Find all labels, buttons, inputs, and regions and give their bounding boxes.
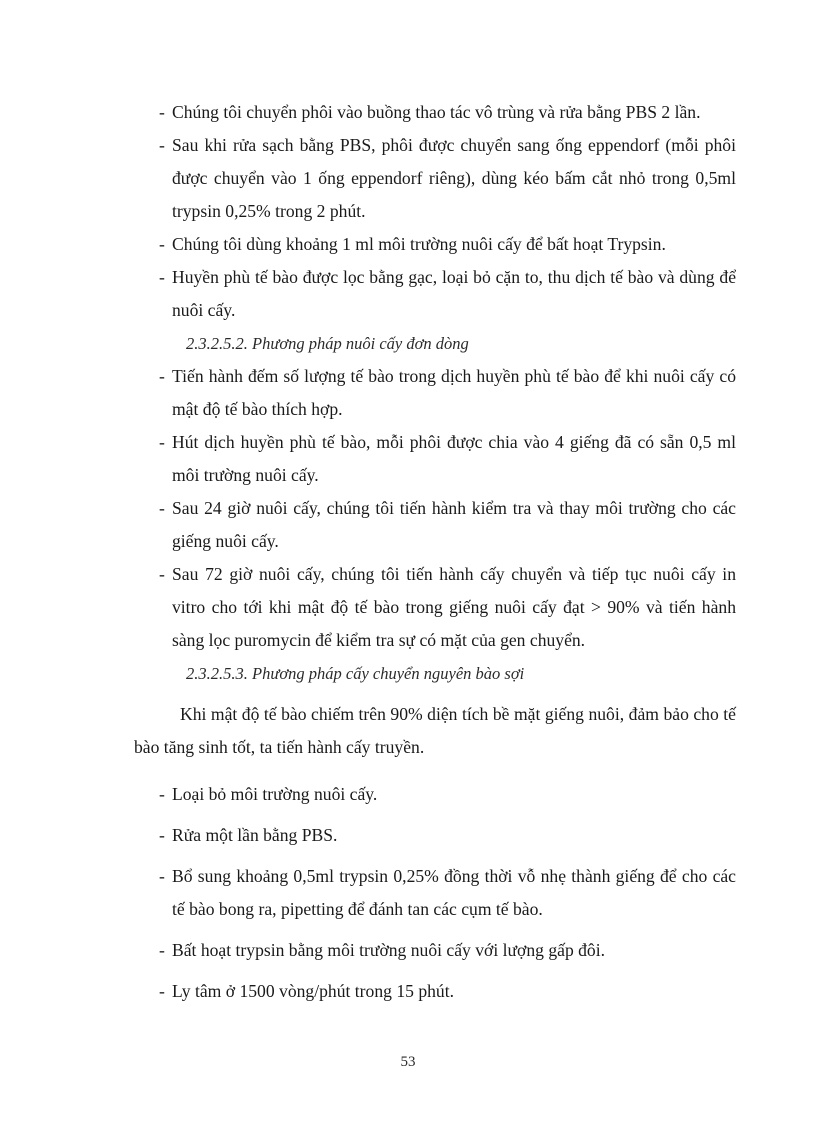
- list-item-text: Loại bỏ môi trường nuôi cấy.: [172, 784, 378, 804]
- page-number: 53: [400, 1054, 416, 1070]
- bullet-marker: -: [159, 866, 165, 886]
- bullet-marker: -: [159, 267, 165, 287]
- bullet-marker: -: [159, 498, 165, 518]
- list-item-text: Sau 72 giờ nuôi cấy, chúng tôi tiến hành cấy chuyển và tiếp tục nuôi cấy in vitro cho tới khi mật độ tế bào trong giếng nuôi cấy đạt > 90% và tiến hành sàng lọc puromycin để kiểm tra sự có mặt của gen chuyển.: [172, 564, 736, 650]
- list-item: [140, 558, 736, 657]
- list-item: [140, 426, 736, 492]
- bullet-marker: -: [159, 102, 165, 122]
- bullet-marker: -: [159, 432, 165, 452]
- bullet-marker: -: [159, 825, 165, 845]
- list-item-text: Rửa một lần bằng PBS.: [172, 825, 338, 845]
- list-item: [140, 778, 736, 811]
- list-item-text: Bất hoạt trypsin bằng môi trường nuôi cấy với lượng gấp đôi.: [172, 940, 606, 960]
- list-item-text: Sau 24 giờ nuôi cấy, chúng tôi tiến hành kiểm tra và thay môi trường cho các giếng nuôi cấy.: [172, 498, 736, 551]
- list-item: [140, 96, 736, 129]
- bullet-marker: -: [159, 234, 165, 254]
- list-item-text: Huyền phù tế bào được lọc bằng gạc, loại bỏ cặn to, thu dịch tế bào và dùng để nuôi cấy.: [172, 267, 736, 320]
- list-item-text: Chúng tôi dùng khoảng 1 ml môi trường nuôi cấy để bất hoạt Trypsin.: [172, 234, 666, 254]
- list-item-text: Chúng tôi chuyển phôi vào buồng thao tác vô trùng và rửa bằng PBS 2 lần.: [172, 102, 701, 122]
- bullet-marker: -: [159, 564, 165, 584]
- list-item-text: Sau khi rửa sạch bằng PBS, phôi được chuyển sang ống eppendorf (mỗi phôi được chuyển vào 1 ống eppendorf riêng), dùng kéo bấm cắt nhỏ trong 0,5ml trypsin 0,25% trong 2 phút.: [172, 135, 736, 221]
- list-item: [140, 492, 736, 558]
- list-item: [140, 360, 736, 426]
- list-item: [140, 860, 736, 926]
- section-heading: 2.3.2.5.3. Phương pháp cấy chuyển nguyên bào sợi: [186, 664, 525, 683]
- list-item: [140, 261, 736, 327]
- page-content: [134, 96, 736, 1008]
- list-item: [140, 975, 736, 1008]
- list-item: [140, 934, 736, 967]
- list-item-text: Hút dịch huyền phù tế bào, mỗi phôi được chia vào 4 giếng đã có sẵn 0,5 ml môi trường nuôi cấy.: [172, 432, 736, 485]
- bullet-marker: -: [159, 135, 165, 155]
- list-item: [140, 228, 736, 261]
- list-item-text: Bổ sung khoảng 0,5ml trypsin 0,25% đồng thời vỗ nhẹ thành giếng để cho các tế bào bong ra, pipetting để đánh tan các cụm tế bào.: [172, 866, 736, 919]
- bullet-marker: -: [159, 784, 165, 804]
- body-paragraph: Khi mật độ tế bào chiếm trên 90% diện tích bề mặt giếng nuôi, đảm bảo cho tế bào tăng sinh tốt, ta tiến hành cấy truyền.: [134, 704, 736, 757]
- bullet-marker: -: [159, 366, 165, 386]
- bullet-marker: -: [159, 981, 165, 1001]
- list-item-text: Ly tâm ở 1500 vòng/phút trong 15 phút.: [172, 981, 454, 1001]
- section-heading: 2.3.2.5.2. Phương pháp nuôi cấy đơn dòng: [186, 334, 469, 353]
- list-item: [140, 819, 736, 852]
- list-item-text: Tiến hành đếm số lượng tế bào trong dịch huyền phù tế bào để khi nuôi cấy có mật độ tế bào thích hợp.: [172, 366, 736, 419]
- list-item: [140, 129, 736, 228]
- bullet-marker: -: [159, 940, 165, 960]
